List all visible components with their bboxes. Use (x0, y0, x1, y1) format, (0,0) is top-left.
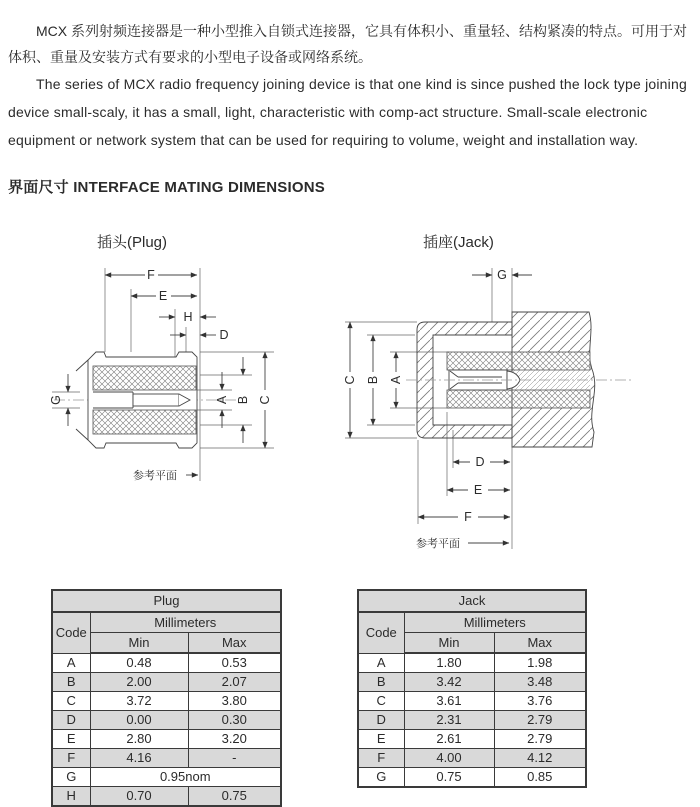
code-cell: C (52, 692, 90, 711)
plug-dim-label-d: D (219, 328, 229, 342)
code-header: Code (52, 612, 90, 653)
min-cell: 3.61 (404, 692, 494, 711)
intro-paragraph-chinese: MCX 系列射频连接器是一种小型推入自锁式连接器，它具有体积小、重量轻、结构紧凑的特点。可用于对体积、重量及安装方式有要求的小型电子设备或网络系统。 (8, 23, 687, 65)
code-cell: D (52, 711, 90, 730)
code-cell: F (358, 749, 404, 768)
code-cell: E (358, 730, 404, 749)
plug-table-title: Plug (52, 590, 281, 612)
min-cell: 3.72 (90, 692, 188, 711)
plug-dimensions-table (51, 589, 282, 807)
table-row (52, 711, 281, 730)
min-cell: 4.16 (90, 749, 188, 768)
max-header: Max (188, 633, 281, 654)
plug-dim-label-b: B (236, 395, 250, 405)
table-row (52, 787, 281, 807)
jack-table-title: Jack (358, 590, 586, 612)
plug-dim-label-c: C (258, 395, 272, 405)
max-cell: 4.12 (494, 749, 586, 768)
max-cell: 0.30 (188, 711, 281, 730)
table-row (52, 730, 281, 749)
table-row (358, 768, 586, 788)
min-header: Min (90, 633, 188, 654)
jack-dim-label-b: B (366, 375, 380, 385)
table-row (358, 730, 586, 749)
plug-figure-title: 插头(Plug) (97, 234, 168, 251)
min-cell: 0.48 (90, 653, 188, 673)
max-cell: - (188, 749, 281, 768)
jack-dim-label-f: F (464, 510, 472, 524)
code-cell: A (52, 653, 90, 673)
min-cell: 1.80 (404, 653, 494, 673)
jack-dim-label-c: C (343, 375, 357, 385)
max-cell: 2.07 (188, 673, 281, 692)
plug-reference-plane-label: 参考平面 (133, 470, 177, 482)
jack-dim-label-a: A (389, 375, 403, 385)
code-cell: B (358, 673, 404, 692)
code-cell: B (52, 673, 90, 692)
section-heading-cn: 界面尺寸 (8, 179, 69, 196)
max-cell: 3.48 (494, 673, 586, 692)
code-cell: G (358, 768, 404, 788)
table-title-row (52, 590, 281, 612)
table-title-row (358, 590, 586, 612)
min-cell: 0.70 (90, 787, 188, 807)
max-cell: 2.79 (494, 711, 586, 730)
max-cell: 0.85 (494, 768, 586, 788)
code-cell: G (52, 768, 90, 787)
plug-dim-label-e: E (158, 289, 168, 303)
min-cell: 2.31 (404, 711, 494, 730)
code-cell: E (52, 730, 90, 749)
plug-dim-label-h: H (183, 310, 193, 324)
code-cell: H (52, 787, 90, 807)
code-cell: F (52, 749, 90, 768)
max-cell: 0.53 (188, 653, 281, 673)
interface-dimensions-drawing (0, 253, 700, 589)
jack-figure-title: 插座(Jack) (423, 234, 494, 251)
max-cell: 2.79 (494, 730, 586, 749)
max-cell: 0.75 (188, 787, 281, 807)
min-cell: 2.61 (404, 730, 494, 749)
jack-reference-plane-label: 参考平面 (416, 538, 460, 550)
table-row (52, 653, 281, 673)
max-cell: 3.20 (188, 730, 281, 749)
table-row (358, 692, 586, 711)
table-row (52, 692, 281, 711)
section-heading (8, 176, 325, 197)
table-row (52, 768, 281, 787)
table-row (52, 673, 281, 692)
jack-dimensions-table (357, 589, 587, 788)
min-cell: 2.00 (90, 673, 188, 692)
jack-dim-label-g: G (497, 268, 507, 282)
table-header-row (52, 612, 281, 633)
max-header: Max (494, 633, 586, 654)
unit-header: Millimeters (90, 612, 281, 633)
table-row (358, 653, 586, 673)
max-cell: 3.76 (494, 692, 586, 711)
unit-header: Millimeters (404, 612, 586, 633)
min-cell: 3.42 (404, 673, 494, 692)
table-header-row (358, 612, 586, 633)
table-row (358, 749, 586, 768)
code-cell: C (358, 692, 404, 711)
plug-dim-label-f: F (147, 268, 155, 282)
max-cell: 3.80 (188, 692, 281, 711)
table-row (52, 749, 281, 768)
intro-paragraph-english: The series of MCX radio frequency joining device is that one kind is since pushed the lock type joining device small-scaly, it has a small, light, characteristic with comp-act structure. Small-scale electronic equipment or network system that can be used for requiring to volume, weight and installation way. (8, 76, 687, 148)
table-row (358, 711, 586, 730)
code-header: Code (358, 612, 404, 653)
code-cell: D (358, 711, 404, 730)
min-cell: 4.00 (404, 749, 494, 768)
max-cell: 1.98 (494, 653, 586, 673)
jack-dim-label-d: D (475, 455, 485, 469)
min-cell: 0.75 (404, 768, 494, 788)
plug-dim-label-g: G (49, 395, 63, 405)
table-row (358, 673, 586, 692)
nominal-value-cell: 0.95nom (90, 768, 281, 787)
min-header: Min (404, 633, 494, 654)
plug-dim-label-a: A (215, 395, 229, 405)
jack-drawing (345, 268, 634, 549)
min-cell: 2.80 (90, 730, 188, 749)
code-cell: A (358, 653, 404, 673)
min-cell: 0.00 (90, 711, 188, 730)
jack-dim-label-e: E (473, 483, 483, 497)
section-heading-en: INTERFACE MATING DIMENSIONS (73, 179, 325, 196)
